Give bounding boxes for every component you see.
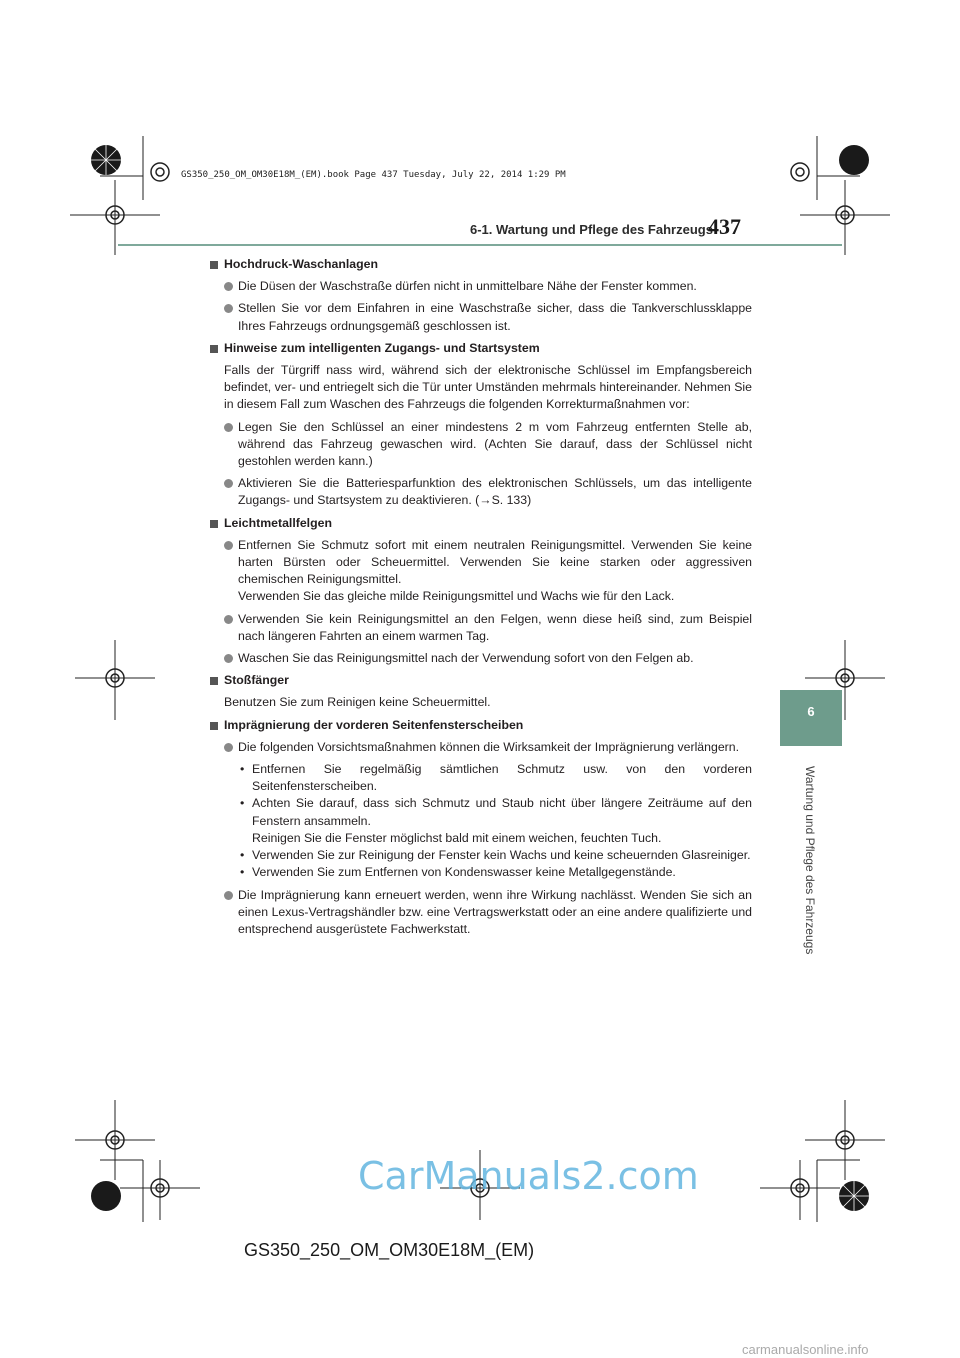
sub-list-item: • Verwenden Sie zur Reinigung der Fenster kein Wachs und keine scheuernden Glasreiniger. <box>240 848 751 863</box>
list-item: Die Düsen der Waschstraße dürfen nicht in unmittelbare Nähe der Fenster kommen. <box>210 278 752 295</box>
list-item: Die Imprägnierung kann erneuert werden, wenn ihre Wirkung nachlässt. Wenden Sie sich an einen Lexus-Vertragshändler bzw. eine Vertragswerkstatt oder an eine andere qualifizierte und entsprechend ausgerüstete Fachwerkstatt. <box>210 887 752 939</box>
round-bullet-icon <box>224 541 233 550</box>
round-bullet-icon <box>224 654 233 663</box>
sub-list-item: • Verwenden Sie zum Entfernen von Kondenswasser keine Metallgegenstände. <box>240 865 676 880</box>
page-content <box>210 256 752 938</box>
section-heading: Hinweise zum intelligenten Zugangs- und Startsystem <box>210 340 752 357</box>
square-bullet-icon <box>210 520 218 528</box>
body-paragraph: Benutzen Sie zum Reinigen keine Scheuermittel. <box>224 695 491 710</box>
square-bullet-icon <box>210 677 218 685</box>
chapter-side-title: Wartung und Pflege des Fahrzeugs <box>803 766 817 955</box>
header-rule <box>118 244 842 246</box>
section-heading: Hochdruck-Waschanlagen <box>210 256 752 273</box>
round-bullet-icon <box>224 423 233 432</box>
list-item: Die folgenden Vorsichtsmaßnahmen können die Wirksamkeit der Imprägnierung verlängern. <box>210 739 752 756</box>
section-heading: Leichtmetallfelgen <box>210 515 752 532</box>
list-item: Aktivieren Sie die Batteriesparfunktion des elektronischen Schlüssels, um das intelligente Zugangs- und Startsystem zu deaktivieren. (→S. 133) <box>210 475 752 509</box>
list-item: Waschen Sie das Reinigungsmittel nach der Verwendung sofort von den Felgen ab. <box>210 650 752 667</box>
watermark-carmanuals: CarManuals2.com <box>358 1154 699 1198</box>
square-bullet-icon <box>210 345 218 353</box>
square-bullet-icon <box>210 261 218 269</box>
running-header: 6-1. Wartung und Pflege des Fahrzeugs <box>470 222 713 237</box>
round-bullet-icon <box>224 282 233 291</box>
list-item: Stellen Sie vor dem Einfahren in eine Waschstraße sicher, dass die Tankverschlussklappe Ihres Fahrzeugs ordnungsgemäß geschlossen ist. <box>210 300 752 334</box>
round-bullet-icon <box>224 304 233 313</box>
round-bullet-icon <box>224 615 233 624</box>
sub-list-item: • Entfernen Sie regelmäßig sämtlichen Schmutz usw. von den vorderen Seitenfensterscheiben. <box>240 762 752 794</box>
square-bullet-icon <box>210 722 218 730</box>
printer-info-line: GS350_250_OM_OM30E18M_(EM).book Page 437 Tuesday, July 22, 2014 1:29 PM <box>181 170 566 180</box>
body-paragraph: Falls der Türgriff nass wird, während sich der elektronische Schlüssel im Empfangsbereich befindet, ver- und entriegelt sich die Tür unter Umständen mehrmals hintereinander. Nehmen Sie in diesem Fall zum Waschen des Fahrzeugs die folgenden Korrekturmaßnahmen vor: <box>224 363 752 412</box>
round-bullet-icon <box>224 891 233 900</box>
chapter-number: 6 <box>807 704 815 719</box>
section-heading: Stoßfänger <box>210 672 752 689</box>
list-item: Legen Sie den Schlüssel an einer mindestens 2 m vom Fahrzeug entfernten Stelle ab, während das Fahrzeug gewaschen wird. (Achten Sie darauf, dass der Schlüssel nicht gestohlen werden kann.) <box>210 419 752 471</box>
list-item: Entfernen Sie Schmutz sofort mit einem neutralen Reinigungsmittel. Verwenden Sie keine harten Bürsten oder Scheuermittel. Verwenden Sie keine starken oder aggressiven chemischen Reinigungsmittel. Verwenden Sie das gleiche milde Reinigungsmittel und Wachs wie für den Lack. <box>210 537 752 606</box>
page-number: 437 <box>708 214 741 239</box>
list-item: Verwenden Sie kein Reinigungsmittel an den Felgen, wenn diese heiß sind, zum Beispiel nach längeren Fahrten an einem warmen Tag. <box>210 611 752 645</box>
footer-code: GS350_250_OM_OM30E18M_(EM) <box>244 1240 535 1260</box>
section-heading: Imprägnierung der vorderen Seitenfensterscheiben <box>210 717 752 734</box>
sub-list-item: • Achten Sie darauf, dass sich Schmutz und Staub nicht über längere Zeiträume auf den Fenstern ansammeln. Reinigen Sie die Fenster möglichst bald mit einem weichen, feuchten Tuch. <box>240 796 752 845</box>
round-bullet-icon <box>224 743 233 752</box>
watermark-online: carmanualsonline.info <box>742 1342 869 1357</box>
round-bullet-icon <box>224 479 233 488</box>
